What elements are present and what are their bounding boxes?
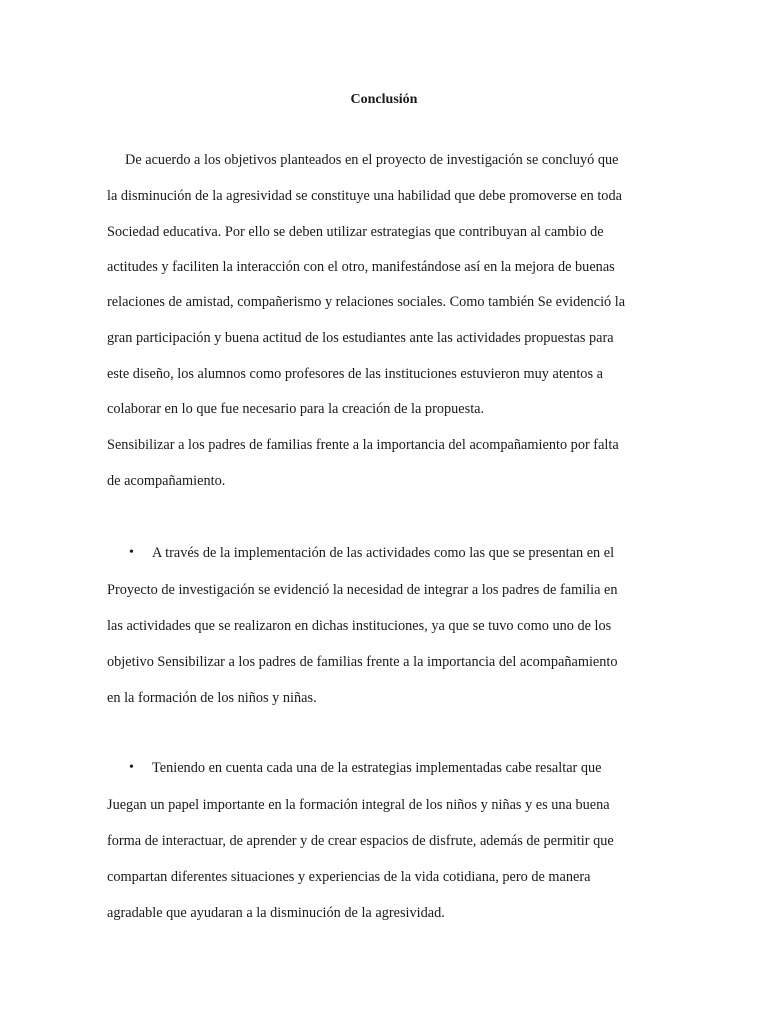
text-line: Teniendo en cuenta cada una de la estrategias implementadas cabe resaltar que — [152, 760, 602, 776]
text-line: De acuerdo a los objetivos planteados en el proyecto de investigación se concluyó que — [125, 152, 619, 168]
text-line: de acompañamiento. — [107, 473, 226, 489]
text-line: Juegan un papel importante en la formación integral de los niños y niñas y es una buena — [107, 797, 610, 813]
text-line: agradable que ayudaran a la disminución de la agresividad. — [107, 905, 445, 921]
document-title: Conclusión — [350, 92, 418, 107]
text-line: gran participación y buena actitud de los estudiantes ante las actividades propuestas para — [107, 330, 614, 346]
bullet-icon: • — [129, 760, 134, 775]
text-line: A través de la implementación de las actividades como las que se presentan en el — [152, 545, 615, 561]
text-line: Sensibilizar a los padres de familias frente a la importancia del acompañamiento por falta — [107, 437, 619, 453]
text-line: compartan diferentes situaciones y experiencias de la vida cotidiana, pero de manera — [107, 869, 591, 885]
text-line: en la formación de los niños y niñas. — [107, 690, 317, 706]
text-line: la disminución de la agresividad se constituye una habilidad que debe promoverse en toda — [107, 188, 622, 204]
text-line: Sociedad educativa. Por ello se deben utilizar estrategias que contribuyan al cambio de — [107, 224, 604, 240]
text-line: colaborar en lo que fue necesario para la creación de la propuesta. — [107, 401, 485, 417]
text-line: Proyecto de investigación se evidenció la necesidad de integrar a los padres de familia en — [107, 582, 618, 598]
text-line: relaciones de amistad, compañerismo y relaciones sociales. Como también Se evidenció la — [107, 294, 626, 310]
text-line: este diseño, los alumnos como profesores de las instituciones estuvieron muy atentos a — [107, 366, 603, 382]
text-line: actitudes y faciliten la interacción con el otro, manifestándose así en la mejora de buenas — [107, 259, 615, 275]
text-line: forma de interactuar, de aprender y de crear espacios de disfrute, además de permitir que — [107, 833, 614, 849]
text-line: objetivo Sensibilizar a los padres de familias frente a la importancia del acompañamiento — [107, 654, 618, 670]
bullet-icon: • — [129, 545, 134, 560]
text-line: las actividades que se realizaron en dichas instituciones, ya que se tuvo como uno de los — [107, 618, 612, 634]
